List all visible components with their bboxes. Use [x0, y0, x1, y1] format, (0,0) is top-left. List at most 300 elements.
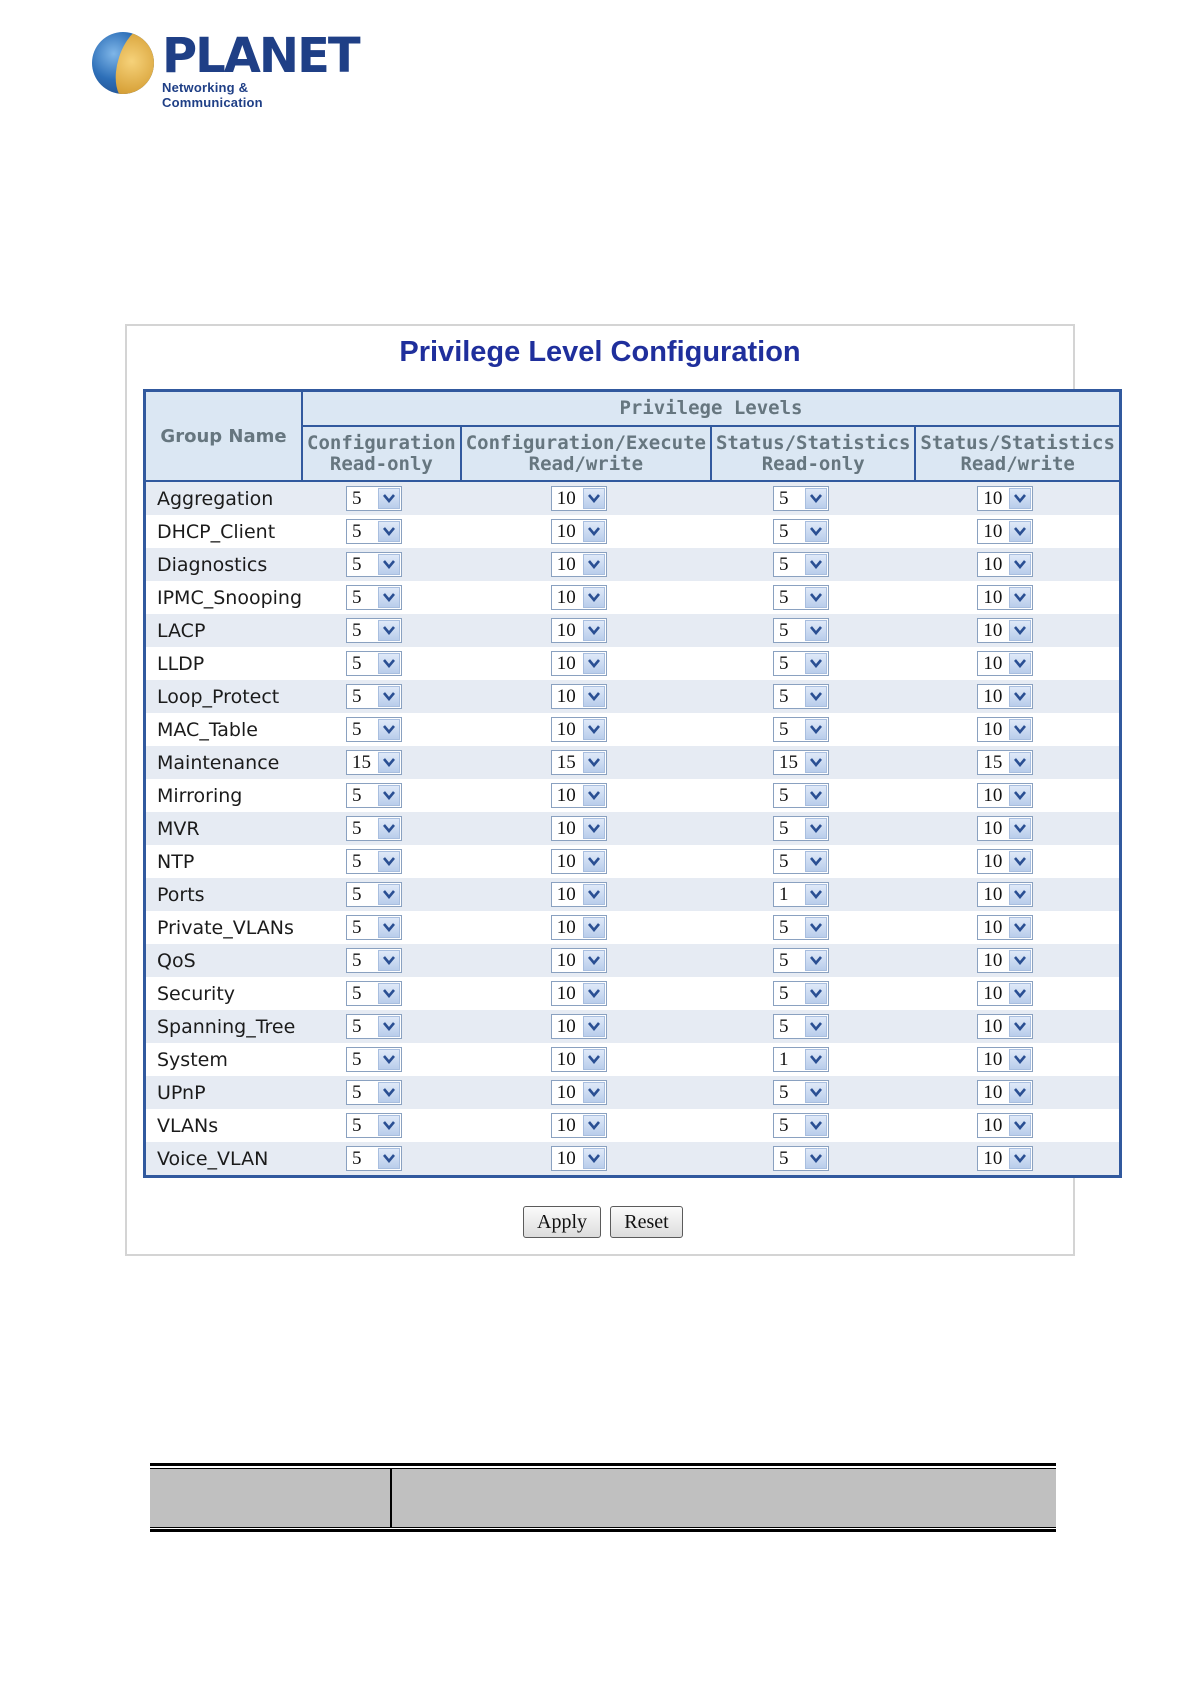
chevron-down-icon[interactable]	[805, 719, 827, 740]
privilege-level-panel	[125, 324, 1115, 1256]
header-line: Read/write	[528, 452, 644, 475]
selected-value: 5	[352, 1115, 362, 1136]
header-line: Status/Statistics	[920, 431, 1115, 454]
level-cell	[915, 746, 1120, 779]
privilege-level-select[interactable]	[773, 882, 829, 907]
privilege-level-select[interactable]	[773, 651, 829, 676]
level-cell	[302, 1043, 461, 1076]
level-cell	[711, 515, 915, 548]
privilege-level-select[interactable]	[773, 486, 829, 511]
privilege-level-select[interactable]	[977, 585, 1033, 610]
chevron-down-icon[interactable]	[805, 785, 827, 806]
group-name-cell: Private_VLANs	[145, 911, 303, 944]
level-cell	[461, 1010, 711, 1043]
level-cell	[711, 1109, 915, 1142]
chevron-down-icon[interactable]	[1009, 653, 1031, 674]
level-cell	[302, 911, 461, 944]
level-cell	[915, 647, 1120, 680]
privilege-level-select[interactable]	[551, 981, 607, 1006]
chevron-down-icon[interactable]	[583, 983, 605, 1004]
selected-value: 10	[983, 851, 1003, 872]
chevron-down-icon[interactable]	[583, 851, 605, 872]
chevron-down-icon[interactable]	[1009, 983, 1031, 1004]
privilege-level-select[interactable]	[346, 948, 402, 973]
chevron-down-icon[interactable]	[1009, 686, 1031, 707]
chevron-down-icon[interactable]	[378, 488, 400, 509]
selected-value: 10	[556, 851, 576, 872]
selected-value: 10	[983, 1115, 1003, 1136]
planet-logo	[92, 28, 359, 110]
level-cell	[461, 647, 711, 680]
divider	[150, 1529, 1056, 1532]
chevron-down-icon[interactable]	[1009, 917, 1031, 938]
chevron-down-icon[interactable]	[378, 950, 400, 971]
privilege-level-select[interactable]	[346, 618, 402, 643]
chevron-down-icon[interactable]	[378, 752, 400, 773]
selected-value: 10	[556, 620, 576, 641]
chevron-down-icon[interactable]	[378, 686, 400, 707]
table-row	[145, 1076, 1121, 1109]
privilege-level-select[interactable]	[977, 783, 1033, 808]
privilege-level-select[interactable]	[346, 1146, 402, 1171]
privilege-level-select[interactable]	[773, 684, 829, 709]
privilege-level-select[interactable]	[346, 783, 402, 808]
privilege-level-select[interactable]	[977, 717, 1033, 742]
privilege-level-select[interactable]	[773, 948, 829, 973]
level-cell	[302, 713, 461, 746]
selected-value: 10	[983, 785, 1003, 806]
privilege-level-select[interactable]	[551, 1113, 607, 1138]
selected-value: 5	[352, 1016, 362, 1037]
selected-value: 5	[778, 785, 789, 806]
level-cell	[302, 878, 461, 911]
chevron-down-icon[interactable]	[378, 620, 400, 641]
selected-value: 10	[983, 686, 1003, 707]
privilege-level-select[interactable]	[977, 1113, 1033, 1138]
chevron-down-icon[interactable]	[805, 851, 827, 872]
table-row	[145, 1109, 1121, 1142]
selected-value: 15	[778, 752, 798, 773]
selected-value: 10	[556, 1115, 576, 1136]
privilege-level-select[interactable]	[346, 717, 402, 742]
privilege-level-select[interactable]	[346, 651, 402, 676]
divider	[150, 1463, 1056, 1466]
level-cell	[302, 845, 461, 878]
chevron-down-icon[interactable]	[805, 1082, 827, 1103]
group-name-cell: Ports	[145, 878, 303, 911]
header-line: Configuration	[307, 431, 456, 454]
level-cell	[302, 1076, 461, 1109]
level-cell	[711, 911, 915, 944]
privilege-level-select[interactable]	[346, 1014, 402, 1039]
group-name-cell: NTP	[145, 845, 303, 878]
privilege-level-select[interactable]	[773, 717, 829, 742]
privilege-level-select[interactable]	[773, 849, 829, 874]
chevron-down-icon[interactable]	[805, 521, 827, 542]
level-cell	[461, 746, 711, 779]
privilege-level-select[interactable]	[346, 1113, 402, 1138]
chevron-down-icon[interactable]	[1009, 521, 1031, 542]
chevron-down-icon[interactable]	[1009, 785, 1031, 806]
privilege-table	[143, 389, 1122, 1178]
chevron-down-icon[interactable]	[378, 1148, 400, 1169]
selected-value: 5	[352, 719, 362, 740]
privilege-level-select[interactable]	[346, 882, 402, 907]
level-cell	[302, 548, 461, 581]
chevron-down-icon[interactable]	[583, 521, 605, 542]
group-name-cell: Aggregation	[145, 481, 303, 515]
level-cell	[915, 845, 1120, 878]
chevron-down-icon[interactable]	[805, 983, 827, 1004]
privilege-level-select[interactable]	[551, 684, 607, 709]
privilege-level-select[interactable]	[346, 1047, 402, 1072]
privilege-level-select[interactable]	[773, 519, 829, 544]
level-cell	[915, 680, 1120, 713]
level-cell	[302, 581, 461, 614]
header-status-read-write	[915, 426, 1120, 481]
level-cell	[711, 548, 915, 581]
chevron-down-icon[interactable]	[1009, 752, 1031, 773]
chevron-down-icon[interactable]	[805, 653, 827, 674]
selected-value: 5	[778, 983, 789, 1004]
privilege-level-select[interactable]	[551, 849, 607, 874]
privilege-level-select[interactable]	[773, 1080, 829, 1105]
level-cell	[461, 845, 711, 878]
level-cell	[711, 1043, 915, 1076]
chevron-down-icon[interactable]	[805, 1016, 827, 1037]
chevron-down-icon[interactable]	[805, 950, 827, 971]
privilege-level-select[interactable]	[346, 915, 402, 940]
privilege-level-select[interactable]	[551, 585, 607, 610]
privilege-level-select[interactable]	[773, 585, 829, 610]
privilege-level-select[interactable]	[773, 1047, 829, 1072]
chevron-down-icon[interactable]	[583, 653, 605, 674]
group-name-cell: Voice_VLAN	[145, 1142, 303, 1177]
level-cell	[711, 977, 915, 1010]
selected-value: 5	[778, 1115, 789, 1136]
selected-value: 10	[556, 653, 576, 674]
chevron-down-icon[interactable]	[805, 752, 827, 773]
chevron-down-icon[interactable]	[583, 686, 605, 707]
table-row	[145, 481, 1121, 515]
header-line: Read-only	[329, 452, 433, 475]
selected-value: 10	[983, 587, 1003, 608]
chevron-down-icon[interactable]	[1009, 1016, 1031, 1037]
level-cell	[711, 614, 915, 647]
selected-value: 5	[778, 488, 789, 509]
level-cell	[711, 878, 915, 911]
group-name-cell: LLDP	[145, 647, 303, 680]
privilege-level-select[interactable]	[551, 783, 607, 808]
chevron-down-icon[interactable]	[378, 917, 400, 938]
selected-value: 5	[352, 1082, 362, 1103]
level-cell	[915, 779, 1120, 812]
selected-value: 10	[556, 917, 576, 938]
level-cell	[711, 647, 915, 680]
privilege-level-select[interactable]	[551, 519, 607, 544]
selected-value: 5	[778, 719, 789, 740]
selected-value: 10	[983, 1049, 1003, 1070]
chevron-down-icon[interactable]	[583, 554, 605, 575]
chevron-down-icon[interactable]	[378, 1082, 400, 1103]
chevron-down-icon[interactable]	[378, 818, 400, 839]
selected-value: 5	[352, 851, 362, 872]
level-cell	[915, 614, 1120, 647]
level-cell	[461, 1142, 711, 1177]
selected-value: 10	[983, 488, 1003, 509]
privilege-level-select[interactable]	[773, 618, 829, 643]
page-title: Privilege Level Configuration	[399, 336, 801, 368]
privilege-level-select[interactable]	[346, 750, 402, 775]
selected-value: 10	[556, 785, 576, 806]
level-cell	[915, 878, 1120, 911]
privilege-level-select[interactable]	[977, 750, 1033, 775]
chevron-down-icon[interactable]	[583, 752, 605, 773]
selected-value: 5	[778, 1016, 789, 1037]
level-cell	[461, 911, 711, 944]
chevron-down-icon[interactable]	[583, 587, 605, 608]
chevron-down-icon[interactable]	[378, 1016, 400, 1037]
level-cell	[461, 878, 711, 911]
chevron-down-icon[interactable]	[1009, 1115, 1031, 1136]
chevron-down-icon[interactable]	[378, 653, 400, 674]
chevron-down-icon[interactable]	[583, 1115, 605, 1136]
privilege-level-select[interactable]	[346, 684, 402, 709]
level-cell	[461, 481, 711, 515]
divider	[150, 1527, 1056, 1528]
chevron-down-icon[interactable]	[583, 1049, 605, 1070]
level-cell	[302, 647, 461, 680]
selected-value: 5	[352, 554, 362, 575]
chevron-down-icon[interactable]	[378, 1115, 400, 1136]
privilege-level-select[interactable]	[346, 519, 402, 544]
privilege-level-select[interactable]	[551, 1080, 607, 1105]
chevron-down-icon[interactable]	[805, 620, 827, 641]
chevron-down-icon[interactable]	[1009, 884, 1031, 905]
privilege-level-select[interactable]	[773, 915, 829, 940]
selected-value: 10	[983, 818, 1003, 839]
privilege-level-select[interactable]	[977, 948, 1033, 973]
privilege-level-select[interactable]	[346, 981, 402, 1006]
level-cell	[915, 548, 1120, 581]
level-cell	[302, 977, 461, 1010]
chevron-down-icon[interactable]	[1009, 488, 1031, 509]
chevron-down-icon[interactable]	[805, 1115, 827, 1136]
level-cell	[915, 713, 1120, 746]
chevron-down-icon[interactable]	[1009, 554, 1031, 575]
level-cell	[461, 581, 711, 614]
privilege-level-select[interactable]	[773, 816, 829, 841]
header-line: Read-only	[761, 452, 865, 475]
privilege-level-select[interactable]	[773, 1113, 829, 1138]
level-cell	[915, 1109, 1120, 1142]
privilege-level-select[interactable]	[977, 552, 1033, 577]
privilege-level-select[interactable]	[773, 750, 829, 775]
privilege-level-select[interactable]	[773, 1014, 829, 1039]
privilege-level-select[interactable]	[346, 486, 402, 511]
selected-value: 10	[983, 1082, 1003, 1103]
chevron-down-icon[interactable]	[378, 719, 400, 740]
privilege-level-select[interactable]	[977, 651, 1033, 676]
apply-button[interactable]: Apply	[523, 1206, 601, 1238]
selected-value: 5	[778, 686, 789, 707]
selected-value: 10	[556, 818, 576, 839]
chevron-down-icon[interactable]	[378, 785, 400, 806]
group-name-cell: VLANs	[145, 1109, 303, 1142]
chevron-down-icon[interactable]	[805, 818, 827, 839]
selected-value: 1	[778, 884, 789, 905]
level-cell	[461, 680, 711, 713]
selected-value: 5	[352, 488, 362, 509]
selected-value: 10	[556, 488, 576, 509]
chevron-down-icon[interactable]	[1009, 719, 1031, 740]
chevron-down-icon[interactable]	[583, 785, 605, 806]
privilege-level-select[interactable]	[551, 915, 607, 940]
privilege-level-select[interactable]	[977, 618, 1033, 643]
table-row	[145, 845, 1121, 878]
privilege-level-select[interactable]	[551, 1047, 607, 1072]
level-cell	[302, 515, 461, 548]
selected-value: 10	[556, 1049, 576, 1070]
chevron-down-icon[interactable]	[805, 1148, 827, 1169]
privilege-level-select[interactable]	[346, 585, 402, 610]
level-cell	[461, 713, 711, 746]
chevron-down-icon[interactable]	[805, 587, 827, 608]
level-cell	[711, 481, 915, 515]
description-table-header	[150, 1463, 1056, 1531]
reset-button[interactable]: Reset	[610, 1206, 683, 1238]
chevron-down-icon[interactable]	[378, 884, 400, 905]
selected-value: 5	[352, 950, 362, 971]
selected-value: 5	[352, 521, 362, 542]
privilege-level-select[interactable]	[977, 1080, 1033, 1105]
privilege-level-select[interactable]	[977, 684, 1033, 709]
chevron-down-icon[interactable]	[1009, 1148, 1031, 1169]
selected-value: 5	[778, 851, 789, 872]
selected-value: 5	[778, 620, 789, 641]
privilege-level-select[interactable]	[551, 651, 607, 676]
header-line: Read/write	[960, 452, 1075, 475]
selected-value: 10	[983, 884, 1003, 905]
chevron-down-icon[interactable]	[583, 488, 605, 509]
privilege-level-select[interactable]	[551, 1146, 607, 1171]
header-status-read-only	[711, 426, 915, 481]
privilege-level-select[interactable]	[977, 486, 1033, 511]
chevron-down-icon[interactable]	[378, 851, 400, 872]
privilege-level-select[interactable]	[773, 1146, 829, 1171]
group-name-cell: Diagnostics	[145, 548, 303, 581]
chevron-down-icon[interactable]	[805, 917, 827, 938]
chevron-down-icon[interactable]	[583, 884, 605, 905]
privilege-level-select[interactable]	[346, 1080, 402, 1105]
chevron-down-icon[interactable]	[1009, 1049, 1031, 1070]
table-row	[145, 680, 1121, 713]
chevron-down-icon[interactable]	[583, 1016, 605, 1037]
privilege-level-select[interactable]	[551, 1014, 607, 1039]
privilege-level-select[interactable]	[346, 849, 402, 874]
privilege-level-select[interactable]	[977, 816, 1033, 841]
privilege-level-select[interactable]	[977, 1146, 1033, 1171]
selected-value: 5	[352, 653, 362, 674]
privilege-level-select[interactable]	[977, 1047, 1033, 1072]
selected-value: 5	[352, 785, 362, 806]
privilege-level-select[interactable]	[773, 552, 829, 577]
privilege-level-select[interactable]	[773, 981, 829, 1006]
selected-value: 5	[778, 653, 789, 674]
level-cell	[915, 1043, 1120, 1076]
table-row	[145, 812, 1121, 845]
privilege-level-select[interactable]	[551, 486, 607, 511]
chevron-down-icon[interactable]	[583, 1148, 605, 1169]
table-row	[145, 1043, 1121, 1076]
chevron-down-icon[interactable]	[805, 1049, 827, 1070]
privilege-level-select[interactable]	[977, 915, 1033, 940]
chevron-down-icon[interactable]	[378, 521, 400, 542]
privilege-level-select[interactable]	[346, 552, 402, 577]
privilege-level-select[interactable]	[977, 882, 1033, 907]
level-cell	[461, 779, 711, 812]
chevron-down-icon[interactable]	[378, 554, 400, 575]
chevron-down-icon[interactable]	[1009, 851, 1031, 872]
privilege-level-select[interactable]	[551, 750, 607, 775]
privilege-level-select[interactable]	[977, 519, 1033, 544]
chevron-down-icon[interactable]	[805, 554, 827, 575]
privilege-level-select[interactable]	[551, 618, 607, 643]
selected-value: 10	[556, 1016, 576, 1037]
chevron-down-icon[interactable]	[583, 950, 605, 971]
chevron-down-icon[interactable]	[1009, 1082, 1031, 1103]
header-group-name: Group Name	[145, 391, 303, 482]
privilege-level-select[interactable]	[551, 717, 607, 742]
group-name-cell: Spanning_Tree	[145, 1010, 303, 1043]
privilege-level-select[interactable]	[346, 816, 402, 841]
privilege-level-select[interactable]	[977, 1014, 1033, 1039]
level-cell	[915, 1010, 1120, 1043]
chevron-down-icon[interactable]	[583, 917, 605, 938]
table-row	[145, 911, 1121, 944]
chevron-down-icon[interactable]	[583, 719, 605, 740]
level-cell	[711, 680, 915, 713]
chevron-down-icon[interactable]	[805, 884, 827, 905]
selected-value: 5	[352, 983, 362, 1004]
privilege-level-select[interactable]	[551, 882, 607, 907]
level-cell	[461, 515, 711, 548]
privilege-level-select[interactable]	[773, 783, 829, 808]
privilege-level-select[interactable]	[551, 816, 607, 841]
chevron-down-icon[interactable]	[805, 488, 827, 509]
level-cell	[302, 1142, 461, 1177]
chevron-down-icon[interactable]	[378, 587, 400, 608]
selected-value: 10	[556, 1148, 576, 1169]
chevron-down-icon[interactable]	[1009, 818, 1031, 839]
chevron-down-icon[interactable]	[1009, 950, 1031, 971]
group-name-cell: Mirroring	[145, 779, 303, 812]
chevron-down-icon[interactable]	[378, 1049, 400, 1070]
chevron-down-icon[interactable]	[1009, 620, 1031, 641]
privilege-level-select[interactable]	[977, 981, 1033, 1006]
privilege-level-select[interactable]	[977, 849, 1033, 874]
privilege-level-select[interactable]	[551, 552, 607, 577]
privilege-level-select[interactable]	[551, 948, 607, 973]
chevron-down-icon[interactable]	[1009, 587, 1031, 608]
logo-tagline: Networking & Communication	[162, 80, 263, 110]
chevron-down-icon[interactable]	[583, 620, 605, 641]
chevron-down-icon[interactable]	[583, 818, 605, 839]
chevron-down-icon[interactable]	[583, 1082, 605, 1103]
level-cell	[302, 1109, 461, 1142]
chevron-down-icon[interactable]	[805, 686, 827, 707]
chevron-down-icon[interactable]	[378, 983, 400, 1004]
